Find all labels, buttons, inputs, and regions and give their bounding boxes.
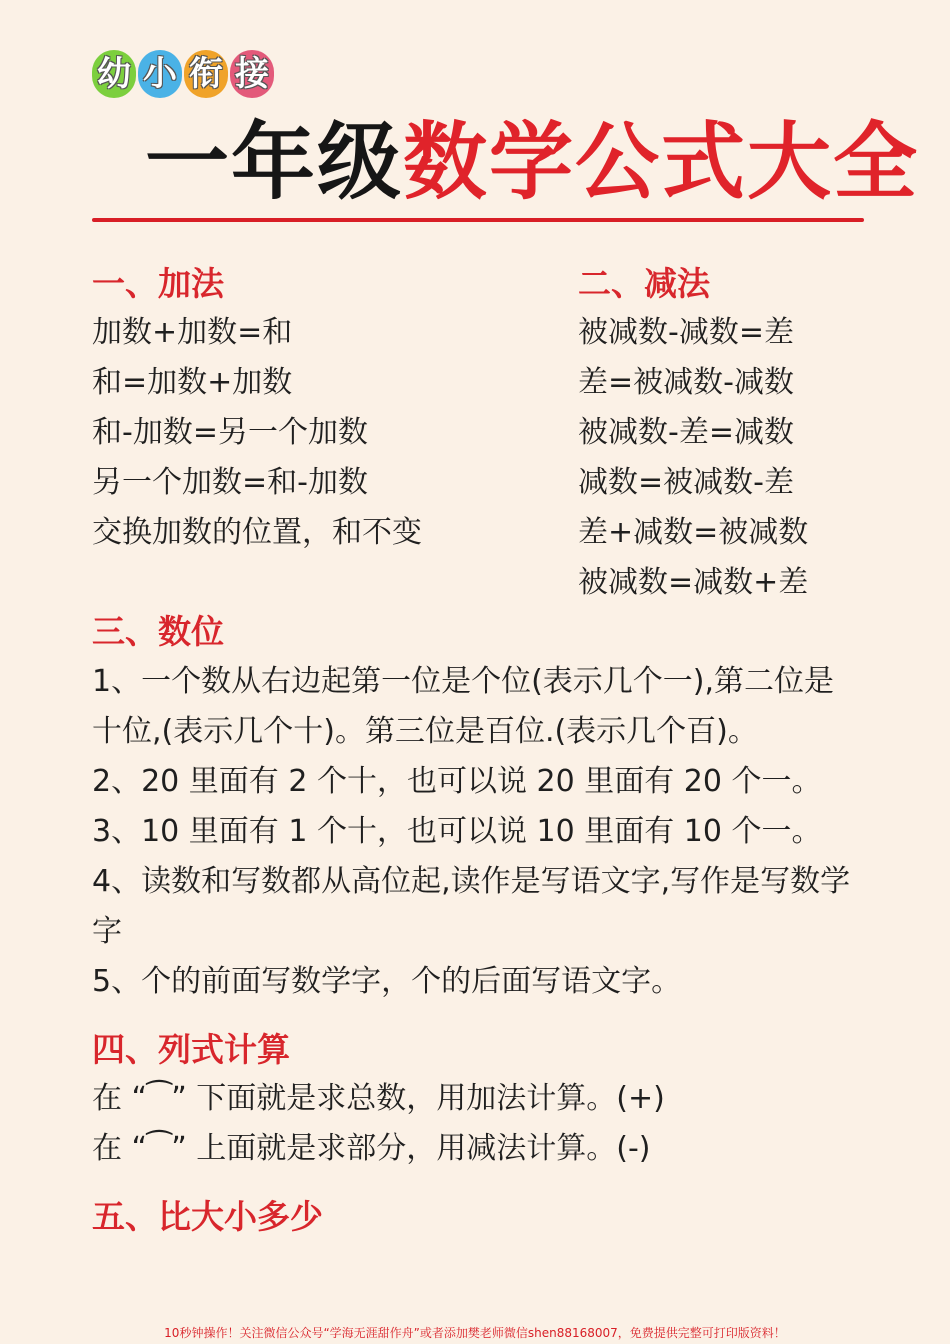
subtraction-line: 被减数-差=减数 bbox=[578, 415, 794, 450]
footer-notice: 10秒钟操作！关注微信公众号“学海无涯甜作舟”或者添加樊老师微信shen88168007，免费提供完整可打印版资料！ bbox=[164, 1326, 786, 1340]
addition-line: 加数+加数=和 bbox=[92, 315, 293, 350]
badge-char: 幼 bbox=[92, 50, 136, 98]
title-divider bbox=[92, 218, 864, 222]
heading-equations: 四、列式计算 bbox=[92, 1030, 290, 1069]
subtraction-line: 被减数=减数+差 bbox=[578, 565, 809, 600]
place-value-line: 3、10 里面有 1 个十，也可以说 10 里面有 10 个一。 bbox=[92, 814, 822, 849]
subtraction-line: 被减数-减数=差 bbox=[578, 315, 794, 350]
badge-char: 衔 bbox=[184, 50, 228, 98]
page-title bbox=[145, 112, 919, 212]
subtraction-line: 差=被减数-减数 bbox=[578, 365, 794, 400]
place-value-line: 十位,(表示几个十)。第三位是百位.(表示几个百)。 bbox=[92, 714, 758, 749]
addition-line: 和-加数=另一个加数 bbox=[92, 415, 368, 450]
place-value-line: 5、个的前面写数学字，个的后面写语文字。 bbox=[92, 964, 682, 999]
badge-kindergarten-bridge bbox=[92, 50, 274, 98]
subtraction-line: 差+减数=被减数 bbox=[578, 515, 809, 550]
place-value-line: 2、20 里面有 2 个十，也可以说 20 里面有 20 个一。 bbox=[92, 764, 822, 799]
addition-line: 和=加数+加数 bbox=[92, 365, 293, 400]
badge-char: 接 bbox=[230, 50, 274, 98]
equations-line: 在 “⁀” 下面就是求总数，用加法计算。(+) bbox=[92, 1081, 665, 1116]
addition-line: 交换加数的位置，和不变 bbox=[92, 515, 422, 550]
subtraction-line: 减数=被减数-差 bbox=[578, 465, 794, 500]
title-grade: 一年级 bbox=[145, 113, 404, 211]
heading-subtraction: 二、减法 bbox=[578, 264, 710, 303]
heading-addition: 一、加法 bbox=[92, 264, 224, 303]
heading-compare: 五、比大小多少 bbox=[92, 1197, 323, 1236]
equations-line: 在 “⁀” 上面就是求部分，用减法计算。(-) bbox=[92, 1131, 651, 1166]
place-value-line: 字 bbox=[92, 914, 122, 949]
place-value-line: 4、读数和写数都从高位起,读作是写语文字,写作是写数学 bbox=[92, 864, 851, 899]
heading-place-value: 三、数位 bbox=[92, 612, 224, 651]
place-value-line: 1、一个数从右边起第一位是个位(表示几个一),第二位是 bbox=[92, 664, 835, 699]
badge-char: 小 bbox=[138, 50, 182, 98]
addition-line: 另一个加数=和-加数 bbox=[92, 465, 368, 500]
title-subject: 数学公式大全 bbox=[403, 113, 920, 211]
